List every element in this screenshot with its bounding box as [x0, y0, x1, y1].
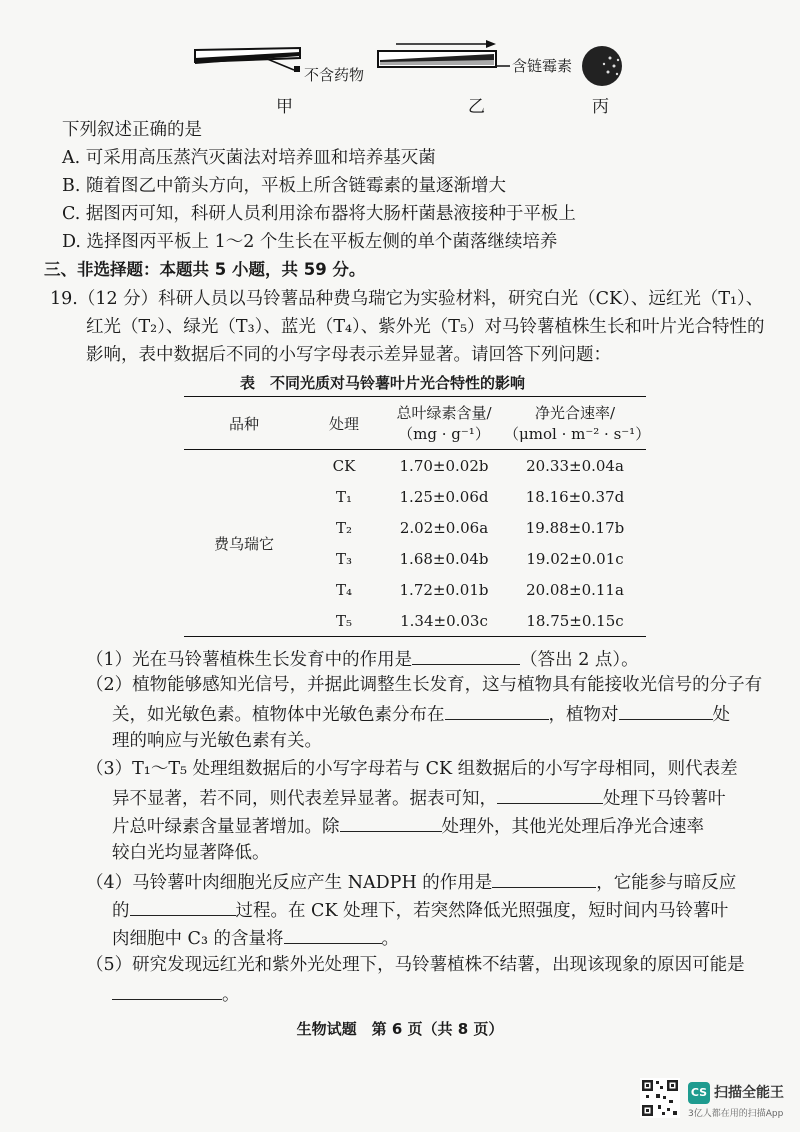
q18-stem: 下列叙述正确的是 — [62, 120, 202, 140]
pn-cell: 19.02±0.01c — [526, 549, 624, 568]
q19-part3-line3 — [112, 813, 704, 839]
q19-part3-line4: 较白光均显著降低。 — [112, 843, 270, 863]
data-table — [184, 396, 651, 637]
plate-yi — [378, 40, 510, 67]
answer-blank[interactable] — [112, 981, 222, 1000]
answer-blank[interactable] — [445, 701, 549, 720]
treatment-cell: T₄ — [335, 580, 353, 599]
col-header-pn-label: 净光合速率/ — [534, 404, 616, 422]
figure-plate-diagram — [190, 38, 630, 113]
pn-cell: 18.75±0.15c — [526, 611, 624, 630]
q19-part5-line2 — [112, 981, 240, 1007]
page-footer: 生物试题 第 6 页（共 8 页） — [296, 1020, 504, 1038]
part3-text-a: 异不显著，若不同，则代表差异显著。据表可知， — [112, 789, 497, 809]
part4-text-c: 的 — [112, 901, 130, 921]
part4-text-e: 肉细胞中 C₃ 的含量将 — [112, 929, 284, 949]
part2-text-a: 关，如光敏色素。植物体中光敏色素分布在 — [112, 705, 445, 725]
pn-cell: 20.08±0.11a — [526, 580, 624, 599]
figure-label-jia: 甲 — [276, 97, 293, 117]
part1-text-a: （1）光在马铃薯植株生长发育中的作用是 — [86, 650, 413, 670]
pn-cell: 19.88±0.17b — [525, 518, 625, 537]
q18-option-c: C. 据图丙可知，科研人员利用涂布器将大肠杆菌悬液接种于平板上 — [62, 204, 576, 224]
q18-option-b: B. 随着图乙中箭头方向，平板上所含链霉素的量逐渐增大 — [62, 176, 506, 196]
table-caption: 表 不同光质对马铃薯叶片光合特性的影响 — [240, 374, 526, 392]
part2-text-c: 处 — [712, 705, 730, 725]
part3-text-b: 处理下马铃薯叶 — [603, 789, 726, 809]
col-header-net-photosynthesis — [504, 397, 651, 450]
part4-text-a: （4）马铃薯叶肉细胞光反应产生 NADPH 的作用是 — [86, 873, 493, 893]
watermark-brand: 扫描全能王 — [714, 1085, 784, 1101]
part4-text-d: 过程。在 CK 处理下，若突然降低光照强度，短时间内马铃薯叶 — [235, 901, 729, 921]
answer-blank[interactable] — [340, 813, 442, 832]
part3-text-d: 处理外，其他光处理后净光合速率 — [441, 817, 704, 837]
section-heading: 三、非选择题：本题共 5 小题，共 59 分。 — [44, 260, 366, 279]
q19-part5-line1: （5）研究发现远红光和紫外光处理下，马铃薯植株不结薯，出现该现象的原因可能是 — [86, 955, 745, 975]
camscanner-logo-icon: CS — [688, 1082, 710, 1104]
q19-part2-line3: 理的响应与光敏色素有关。 — [112, 731, 322, 751]
chl-cell: 1.34±0.03c — [400, 611, 488, 630]
chl-cell: 1.68±0.04b — [399, 549, 489, 568]
col-header-chlorophyll — [384, 397, 504, 450]
q19-part4-line1 — [86, 869, 736, 895]
q18-option-d: D. 选择图丙平板上 1～2 个生长在平板左侧的单个菌落继续培养 — [62, 232, 558, 252]
part3-text-c: 片总叶绿素含量显著增加。除 — [112, 817, 340, 837]
part1-text-b: （答出 2 点）。 — [520, 650, 639, 670]
col-header-pn-unit: （μmol · m⁻² · s⁻¹） — [504, 425, 651, 443]
watermark-tagline: 3亿人都在用的扫描App — [688, 1109, 784, 1119]
col-header-treatment: 处理 — [328, 414, 359, 433]
label-streptomycin: 含链霉素 — [512, 57, 573, 75]
q19-part2-line2 — [112, 701, 730, 727]
q19-part4-line3 — [112, 925, 399, 951]
treatment-cell: T₁ — [335, 487, 353, 506]
figure-label-yi: 乙 — [468, 97, 485, 117]
plate-bing — [582, 46, 622, 86]
answer-blank[interactable] — [492, 869, 596, 888]
answer-blank[interactable] — [619, 701, 713, 720]
part4-text-b: ，它能参与暗反应 — [596, 873, 737, 893]
col-header-variety: 品种 — [228, 414, 259, 433]
label-no-drug: 不含药物 — [304, 66, 365, 84]
chl-cell: 1.25±0.06d — [399, 487, 489, 506]
treatment-cell: CK — [332, 456, 356, 475]
q19-part3-line1: （3）T₁～T₅ 处理组数据后的小写字母若与 CK 组数据后的小写字母相同，则代表差 — [86, 759, 738, 779]
q19-part3-line2 — [112, 785, 726, 811]
part2-text-b: ，植物对 — [548, 705, 619, 725]
part4-text-f: 。 — [381, 929, 400, 949]
q19-intro-line1: 19.（12 分）科研人员以马铃薯品种费乌瑞它为实验材料，研究白光（CK）、远红光（T₁）、 — [50, 289, 764, 309]
arrow-head-icon — [486, 40, 496, 48]
q19-part4-line2 — [112, 897, 728, 923]
part5-text-b: 。 — [222, 985, 240, 1005]
plate-jia — [195, 48, 300, 72]
chl-cell: 2.02±0.06a — [399, 518, 489, 537]
col-header-chl-unit: （mg · g⁻¹） — [398, 425, 490, 443]
q19-intro-line2: 红光（T₂）、绿光（T₃）、蓝光（T₄）、紫外光（T₅）对马铃薯植株生长和叶片光合特性的 — [86, 317, 765, 337]
figure-label-bing: 丙 — [592, 97, 609, 117]
pn-cell: 18.16±0.37d — [525, 487, 625, 506]
variety-cell: 费乌瑞它 — [213, 534, 274, 553]
q19-intro-line3: 影响，表中数据后不同的小写字母表示差异显著。请回答下列问题： — [86, 345, 611, 365]
chl-cell: 1.72±0.01b — [399, 580, 489, 599]
answer-blank[interactable] — [284, 925, 382, 944]
treatment-cell: T₃ — [335, 549, 353, 568]
answer-blank[interactable] — [412, 646, 520, 665]
chl-cell: 1.70±0.02b — [399, 456, 489, 475]
answer-blank[interactable] — [130, 897, 236, 916]
q18-option-a: A. 可采用高压蒸汽灭菌法对培养皿和培养基灭菌 — [62, 148, 436, 168]
treatment-cell: T₂ — [335, 518, 353, 537]
col-header-chl-label: 总叶绿素含量/ — [396, 404, 492, 422]
answer-blank[interactable] — [497, 785, 603, 804]
q19-part1 — [86, 646, 639, 672]
pn-cell: 20.33±0.04a — [526, 456, 624, 475]
table-row — [184, 450, 646, 482]
qr-code-icon — [640, 1078, 680, 1118]
q19-part2-line1: （2）植物能够感知光信号，并据此调整生长发育，这与植物具有能接收光信号的分子有 — [86, 675, 763, 695]
treatment-cell: T₅ — [335, 611, 353, 630]
